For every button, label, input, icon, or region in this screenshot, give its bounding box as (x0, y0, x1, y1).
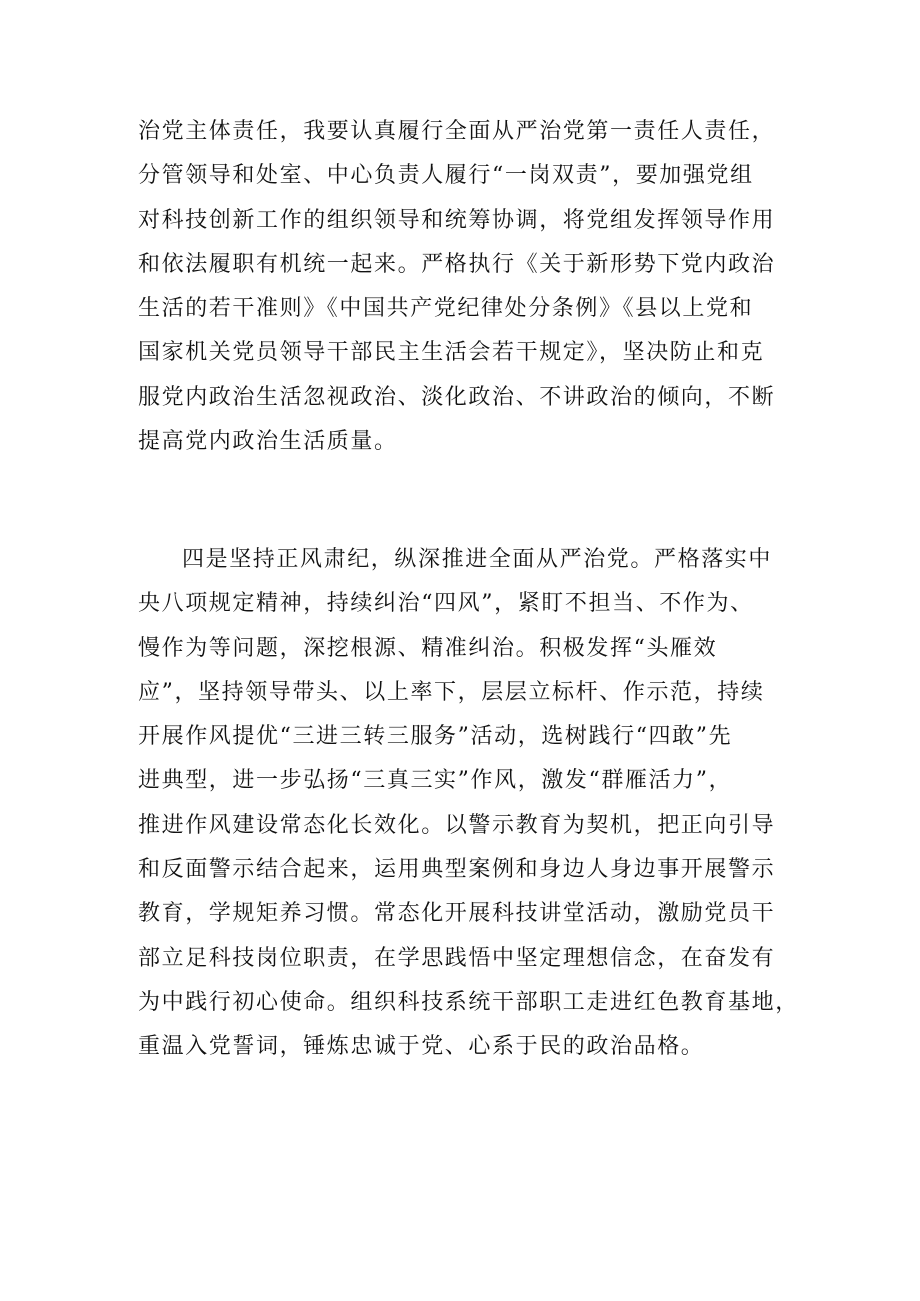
text-line: 开展作风提优“三进三转三服务”活动，选树践行“四敢”先 (138, 724, 733, 750)
paragraph-discipline (138, 538, 802, 1070)
text-line: 提高党内政治生活质量。 (138, 429, 398, 455)
text-line: 教育，学规矩养习惯。常态化开展科技讲堂活动，激励党员干 (138, 901, 776, 927)
text-line: 国家机关党员领导干部民主生活会若干规定》，坚决防止和克 (138, 340, 765, 366)
text-line: 服党内政治生活忽视政治、淡化政治、不讲政治的倾向，不断 (138, 384, 776, 410)
text-line: 为中践行初心使命。组织科技系统干部职工走进红色教育基地， (138, 989, 799, 1015)
text-line: 和依法履职有机统一起来。严格执行《关于新形势下党内政治 (138, 251, 776, 277)
text-line: 生活的若干准则》《中国共产党纪律处分条例》《县以上党和 (138, 296, 754, 322)
text-line: 四是坚持正风肃纪，纵深推进全面从严治党。严格落实中 (182, 547, 773, 572)
text-line: 分管领导和处室、中心负责人履行“一岗双责”，要加强党组 (138, 163, 754, 189)
text-line: 治党主体责任，我要认真履行全面从严治党第一责任人责任， (138, 119, 776, 144)
text-line: 部立足科技岗位职责，在学思践悟中坚定理想信念，在奋发有 (138, 945, 776, 971)
text-line: 和反面警示结合起来，运用典型案例和身边人身边事开展警示 (138, 857, 776, 883)
text-line: 应”，坚持领导带头、以上率下，层层立标杆、作示范，持续 (138, 679, 765, 705)
text-line: 慢作为等问题，深挖根源、精准纠治。积极发挥“头雁效 (138, 635, 718, 661)
text-line: 对科技创新工作的组织领导和统筹协调，将党组发挥领导作用 (138, 207, 776, 233)
text-line: 推进作风建设常态化长效化。以警示教育为契机，把正向引导 (138, 812, 776, 838)
text-line: 重温入党誓词，锤炼忠诚于党、心系于民的政治品格。 (138, 1034, 705, 1060)
paragraph-party-responsibility (138, 110, 802, 464)
text-line: 央八项规定精神，持续纠治“四风”，紧盯不担当、不作为、 (138, 591, 754, 617)
text-line: 进典型，进一步弘扬“三真三实”作风，激发“群雁活力”， (138, 768, 733, 794)
